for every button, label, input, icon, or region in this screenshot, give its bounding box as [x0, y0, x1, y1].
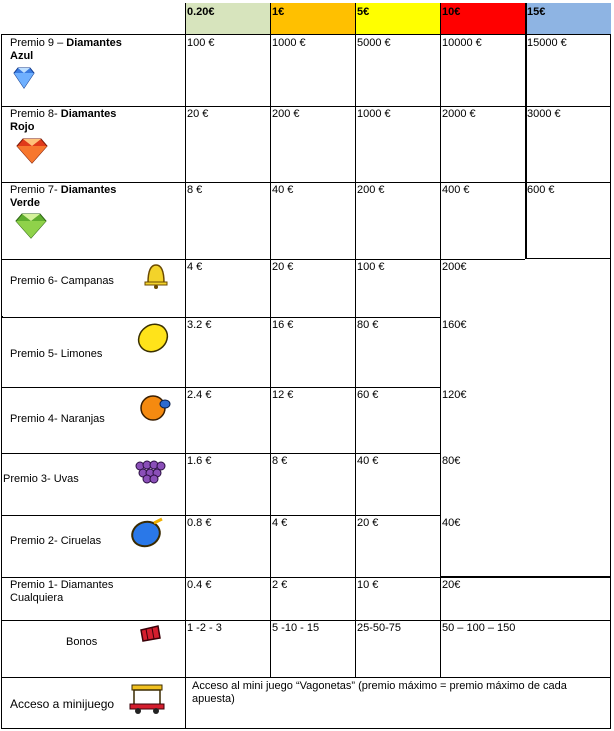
- grid-vline: [1, 34, 2, 729]
- prize-value-cell: 200 €: [272, 108, 300, 120]
- prize-value-cell: 25-50-75: [357, 622, 402, 634]
- prize-value-cell: 16 €: [272, 319, 294, 331]
- grid-hline: [1, 34, 611, 35]
- prize-value-cell: 10 €: [357, 579, 379, 591]
- prize-value-cell: 20 €: [357, 517, 379, 529]
- grid-vline: [525, 3, 527, 259]
- grid-hline: [1, 182, 525, 183]
- prize-value-cell: 1 -2 - 3: [187, 622, 222, 634]
- row-label-minijuego: Acceso a minijuego: [0, 677, 185, 728]
- header-cell-1: [270, 3, 355, 34]
- prize-value-cell: 40 €: [272, 184, 294, 196]
- prize-value-cell: 10000 €: [442, 37, 482, 49]
- prize-value-cell: 4 €: [187, 261, 203, 273]
- prize-value-cell: 40€: [442, 517, 461, 529]
- plum-icon: [128, 517, 168, 549]
- prize-value-cell: 2 €: [272, 579, 288, 591]
- prize-value-cell: 100 €: [357, 261, 385, 273]
- grid-vline: [355, 3, 356, 677]
- prize-value-cell: 3000 €: [527, 108, 561, 120]
- prize-value-cell: 1000 €: [272, 37, 306, 49]
- row-label-premio-1: Premio 1- Diamantes Cualquiera: [10, 579, 114, 604]
- blue-diamond-icon: [11, 67, 37, 89]
- orange-icon: [137, 392, 173, 422]
- header-label: 0.20€: [187, 6, 215, 18]
- prize-value-cell: 100 €: [187, 37, 215, 49]
- row-label-premio-4: Premio 4- Naranjas: [0, 387, 185, 453]
- grapes-icon: [132, 457, 168, 485]
- prize-value-cell: 20 €: [272, 261, 294, 273]
- grid-vline: [270, 3, 271, 677]
- grid-hline: [1, 677, 611, 678]
- header-cell-10: [440, 3, 525, 34]
- row-label-premio-3: Premio 3- Uvas: [0, 453, 185, 515]
- cart-icon: [138, 624, 162, 644]
- prize-value-cell: 8 €: [187, 184, 203, 196]
- minijuego-description: Acceso al mini juego “Vagonetas” (premio máximo = premio máximo de cada apuesta): [192, 680, 567, 705]
- red-diamond-icon: [15, 138, 49, 164]
- header-cell-020: [185, 3, 270, 34]
- prize-value-cell: 600 €: [527, 184, 555, 196]
- grid-vline: [440, 3, 441, 677]
- prize-value-cell: 8 €: [272, 455, 288, 467]
- grid-hline: [1, 728, 611, 729]
- prize-value-cell: 160€: [442, 319, 467, 331]
- header-cell-5: [355, 3, 440, 34]
- row-label-premio-8: Premio 8- Diamantes Rojo: [0, 106, 185, 182]
- row-label-bonos: Bonos: [0, 620, 185, 677]
- grid-hline: [1, 317, 440, 318]
- prize-value-cell: 0.4 €: [187, 579, 212, 591]
- lemon-icon: [135, 320, 173, 356]
- prize-value-cell: 1000 €: [357, 108, 391, 120]
- row-label-premio-6: Premio 6- Campanas: [0, 259, 185, 317]
- row-label-premio-2: Premio 2- Ciruelas: [0, 515, 185, 577]
- prize-value-cell: 80 €: [357, 319, 379, 331]
- grid-hline: [1, 387, 440, 388]
- grid-hline: [1, 515, 440, 516]
- prize-value-cell: 3.2 €: [187, 319, 212, 331]
- prize-value-cell: 12 €: [272, 389, 294, 401]
- prize-value-cell: 40 €: [357, 455, 379, 467]
- grid-hline: [525, 258, 611, 259]
- header-label: 5€: [357, 6, 370, 18]
- green-diamond-icon: [14, 213, 48, 239]
- prize-value-cell: 1.6 €: [187, 455, 212, 467]
- header-label: 1€: [272, 6, 285, 18]
- header-label: 15€: [527, 6, 546, 18]
- prize-value-cell: 2000 €: [442, 108, 476, 120]
- prize-value-cell: 200 €: [357, 184, 385, 196]
- grid-hline: [1, 453, 440, 454]
- grid-vline: [185, 3, 186, 729]
- prize-value-cell: 20 €: [187, 108, 209, 120]
- prize-value-cell: 2.4 €: [187, 389, 212, 401]
- row-label-premio-9: Premio 9 – Diamantes Azul: [0, 35, 185, 106]
- grid-hline: [525, 182, 611, 183]
- grid-hline: [1, 620, 611, 621]
- grid-hline: [1, 106, 525, 107]
- row-label-premio-5: Premio 5- Limones: [0, 317, 185, 387]
- prize-value-cell: 4 €: [272, 517, 288, 529]
- header-label: 10€: [442, 6, 461, 18]
- row-label-premio-7: Premio 7- Diamantes Verde: [0, 182, 185, 259]
- grid-hline: [525, 106, 611, 107]
- grid-hline: [1, 259, 525, 260]
- grid-hline: [440, 576, 611, 578]
- prize-value-cell: 5 -10 - 15: [272, 622, 320, 634]
- prize-value-cell: 20€: [442, 579, 461, 591]
- minecart-icon: [127, 682, 167, 716]
- prize-value-cell: 400 €: [442, 184, 470, 196]
- prize-value-cell: 80€: [442, 455, 461, 467]
- prize-value-cell: 0.8 €: [187, 517, 212, 529]
- prize-value-cell: 200€: [442, 261, 467, 273]
- prize-value-cell: 60 €: [357, 389, 379, 401]
- prize-value-cell: 15000 €: [527, 37, 567, 49]
- prize-value-cell: 50 – 100 – 150: [442, 622, 516, 634]
- header-cell-15: [525, 3, 611, 34]
- grid-vline: [610, 34, 611, 729]
- bell-icon: [140, 261, 172, 289]
- prize-value-cell: 120€: [442, 389, 467, 401]
- prize-value-cell: 5000 €: [357, 37, 391, 49]
